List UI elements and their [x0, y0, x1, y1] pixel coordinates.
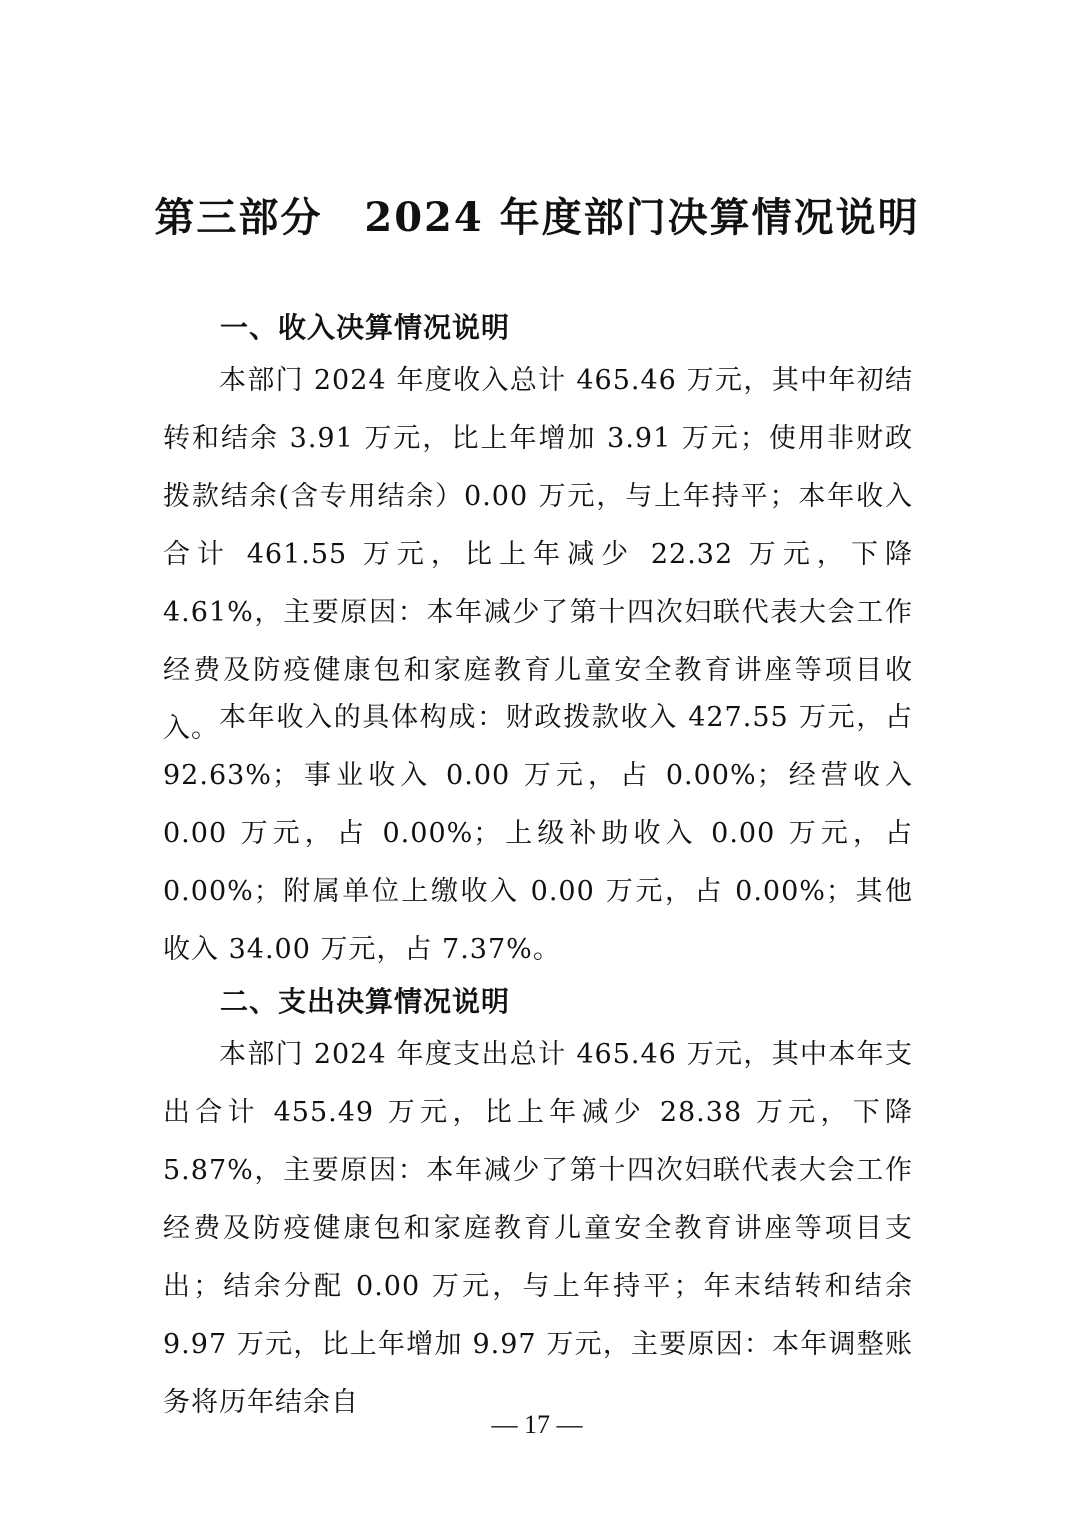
section-heading-expenditure: 二、支出决算情况说明	[220, 985, 511, 1018]
page-number: — 17 —	[491, 1410, 583, 1439]
page-title: 第三部分 2024 年度部门决算情况说明	[154, 194, 920, 241]
income-paragraph-2: 本年收入的具体构成：财政拨款收入 427.55 万元，占 92.63%；事业收入 0.00 万元，占 0.00%；经营收入 0.00 万元，占 0.00%；上级补助收入 0.00 万元，占 0.00%；附属单位上缴收入 0.00 万元，占 0.00%；其他收入 34.00 万元，占 7.37%。	[163, 702, 913, 965]
section-heading-income: 一、收入决算情况说明	[220, 311, 511, 344]
income-paragraph-1: 本部门 2024 年度收入总计 465.46 万元，其中年初结转和结余 3.91 万元，比上年增加 3.91 万元；使用非财政拨款结余(含专用结余）0.00 万元，与上年持平；本年收入合计 461.55 万元，比上年减少 22.32 万元，下降 4.61%，主要原因：本年减少了第十四次妇联代表大会工作经费及防疫健康包和家庭教育儿童安全教育讲座等项目收入。	[163, 365, 913, 744]
expenditure-paragraph-1: 本部门 2024 年度支出总计 465.46 万元，其中本年支出合计 455.49 万元，比上年减少 28.38 万元，下降 5.87%，主要原因：本年减少了第十四次妇联代表大会工作经费及防疫健康包和家庭教育儿童安全教育讲座等项目支出；结余分配 0.00 万元，与上年持平；年末结转和结余 9.97 万元，比上年增加 9.97 万元，主要原因：本年调整账务将历年结余自	[163, 1039, 913, 1418]
